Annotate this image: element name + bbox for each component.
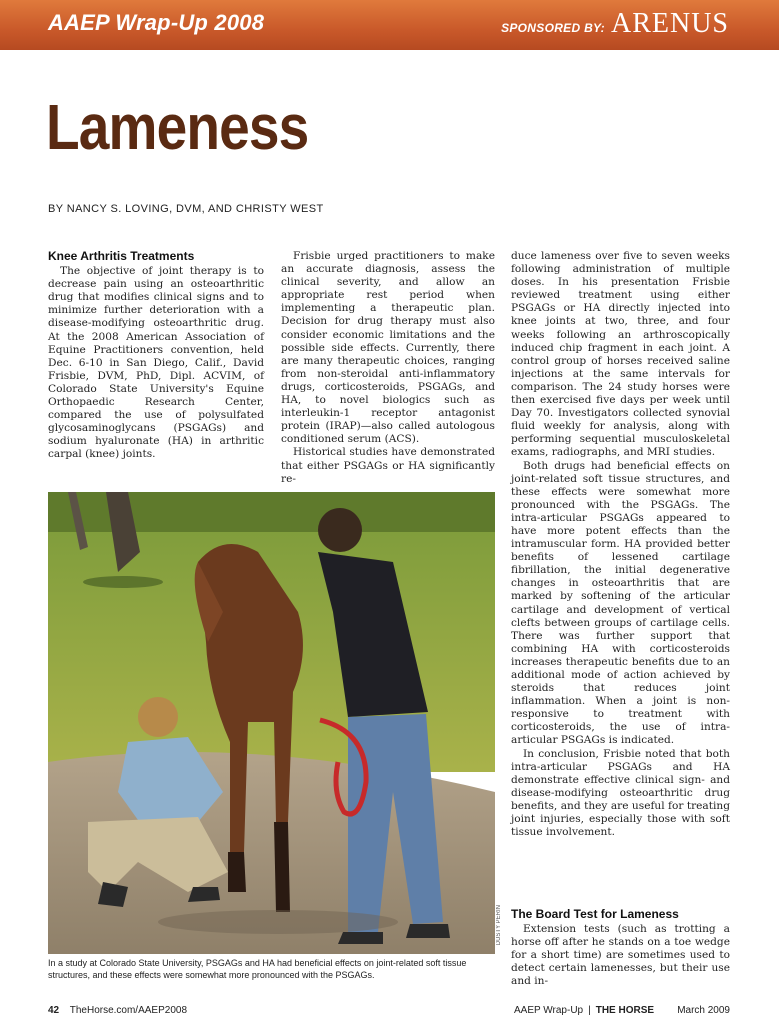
column-3 <box>511 250 730 839</box>
section-title: AAEP Wrap-Up 2008 <box>48 10 265 35</box>
paragraph: duce lameness over five to seven weeks following administration of multiple doses. In his presentation Frisbie reviewed treatment using either PSGAGs or HA directly injected into knee joints at two, three, and four weeks following an arthroscopically induced chip fragment in each joint. A control group of horses received saline injections at the same intervals for comparison. The 24 study horses were then exercised five days per week until Day 70. Investigators collected synovial fluid weekly for analysis, along with performing sequential musculoskeletal exams, radiographs, and MRI studies. <box>511 250 730 459</box>
photo-caption: In a study at Colorado State University, PSGAGs and HA had beneficial effects on joint-related soft tissue structures, and these effects were somewhat more pronounced with the PSGAGs. <box>48 958 467 980</box>
paragraph: Frisbie urged practitioners to make an accurate diagnosis, assess the clinical severity, and allow an appropriate rest period when implementing a therapeutic plan. Decision for drug therapy must also consider economic limitations and the possible side effects. Currently, there are many therapeutic choices, ranging from non-steroidal anti-inflammatory drugs, corticosteroids, PSGAGs, and HA, to novel biologics such as interleukin-1 receptor antagonist protein (IRAP)—also called autologous conditioned serum (ACS). <box>281 250 495 446</box>
header-band <box>0 0 779 50</box>
horse-photo <box>48 492 495 954</box>
sponsor-logo: ARENUS <box>610 8 729 39</box>
paragraph: In conclusion, Frisbie noted that both intra-articular PSGAGs and HA demonstrate effective clinical sign- and disease-modifying osteoarthritic drug benefits, and they are useful for treating joint injuries, especially those with soft tissue involvement. <box>511 747 730 839</box>
footer-date: March 2009 <box>677 1005 730 1016</box>
column-1 <box>48 250 264 462</box>
paragraph: Both drugs had beneficial effects on joint-related soft tissue structures, and these effects were somewhat more pronounced with the PSGAGs. The intra-articular PSGAGs appeared to have more potent effects than the intramuscular form. HA provided better benefits of lessened cartilage fibrillation, the initial degenerative changes in osteoarthritis that are marked by softening of the articular cartilage and development of vertical clefts between groups of cartilage cells. There was further support that combining HA with corticosteroids increases therapeutic benefits due to an additional mode of action achieved by steroids that reduces joint inflammation. When a joint is non-responsive to treatment with corticosteroids, the use of intra-articular PSGAGs is indicated. <box>511 459 730 747</box>
sponsor-block <box>501 8 729 40</box>
section-heading-knee-arthritis: Knee Arthritis Treatments <box>48 249 195 263</box>
paragraph: Extension tests (such as trotting a horse off after he stands on a toe wedge for a short time) are sometimes used to detect certain lamenesses, but their use and in- <box>511 923 730 988</box>
footer-section: AAEP Wrap-Up <box>514 1005 584 1016</box>
footer-url[interactable]: TheHorse.com/AAEP2008 <box>69 1005 188 1016</box>
footer-magazine: THE HORSE <box>595 1005 655 1016</box>
byline: BY NANCY S. LOVING, DVM, AND CHRISTY WEST <box>48 203 324 215</box>
sponsor-label: SPONSORED BY: <box>501 21 605 35</box>
page-title: Lameness <box>46 91 309 163</box>
page-footer <box>48 1005 730 1019</box>
section-heading-board-test: The Board Test for Lameness <box>511 907 679 921</box>
column-3-continued <box>511 908 730 989</box>
column-2 <box>281 250 495 486</box>
footer-separator: | <box>588 1005 591 1016</box>
paragraph: Historical studies have demonstrated that either PSGAGs or HA significantly re- <box>281 446 495 485</box>
footer-publication <box>514 1005 654 1016</box>
page-number: 42 <box>48 1005 60 1016</box>
paragraph: The objective of joint therapy is to decrease pain using an osteoarthritic drug that modifies clinical signs and to minimize further deterioration with a disease-modifying osteoarthritic drug. At the 2008 American Association of Equine Practitioners convention, held Dec. 6-10 in San Diego, Calif., David Frisbie, DVM, PhD, Dipl. ACVIM, of Colorado State University's Equine Orthopaedic Research Center, compared the use of polysulfated glycosaminoglycans (PSGAGs) and sodium hyaluronate (HA) in arthritic carpal (knee) joints. <box>48 265 264 461</box>
photo-credit: DUSTY PERIN <box>496 905 502 946</box>
